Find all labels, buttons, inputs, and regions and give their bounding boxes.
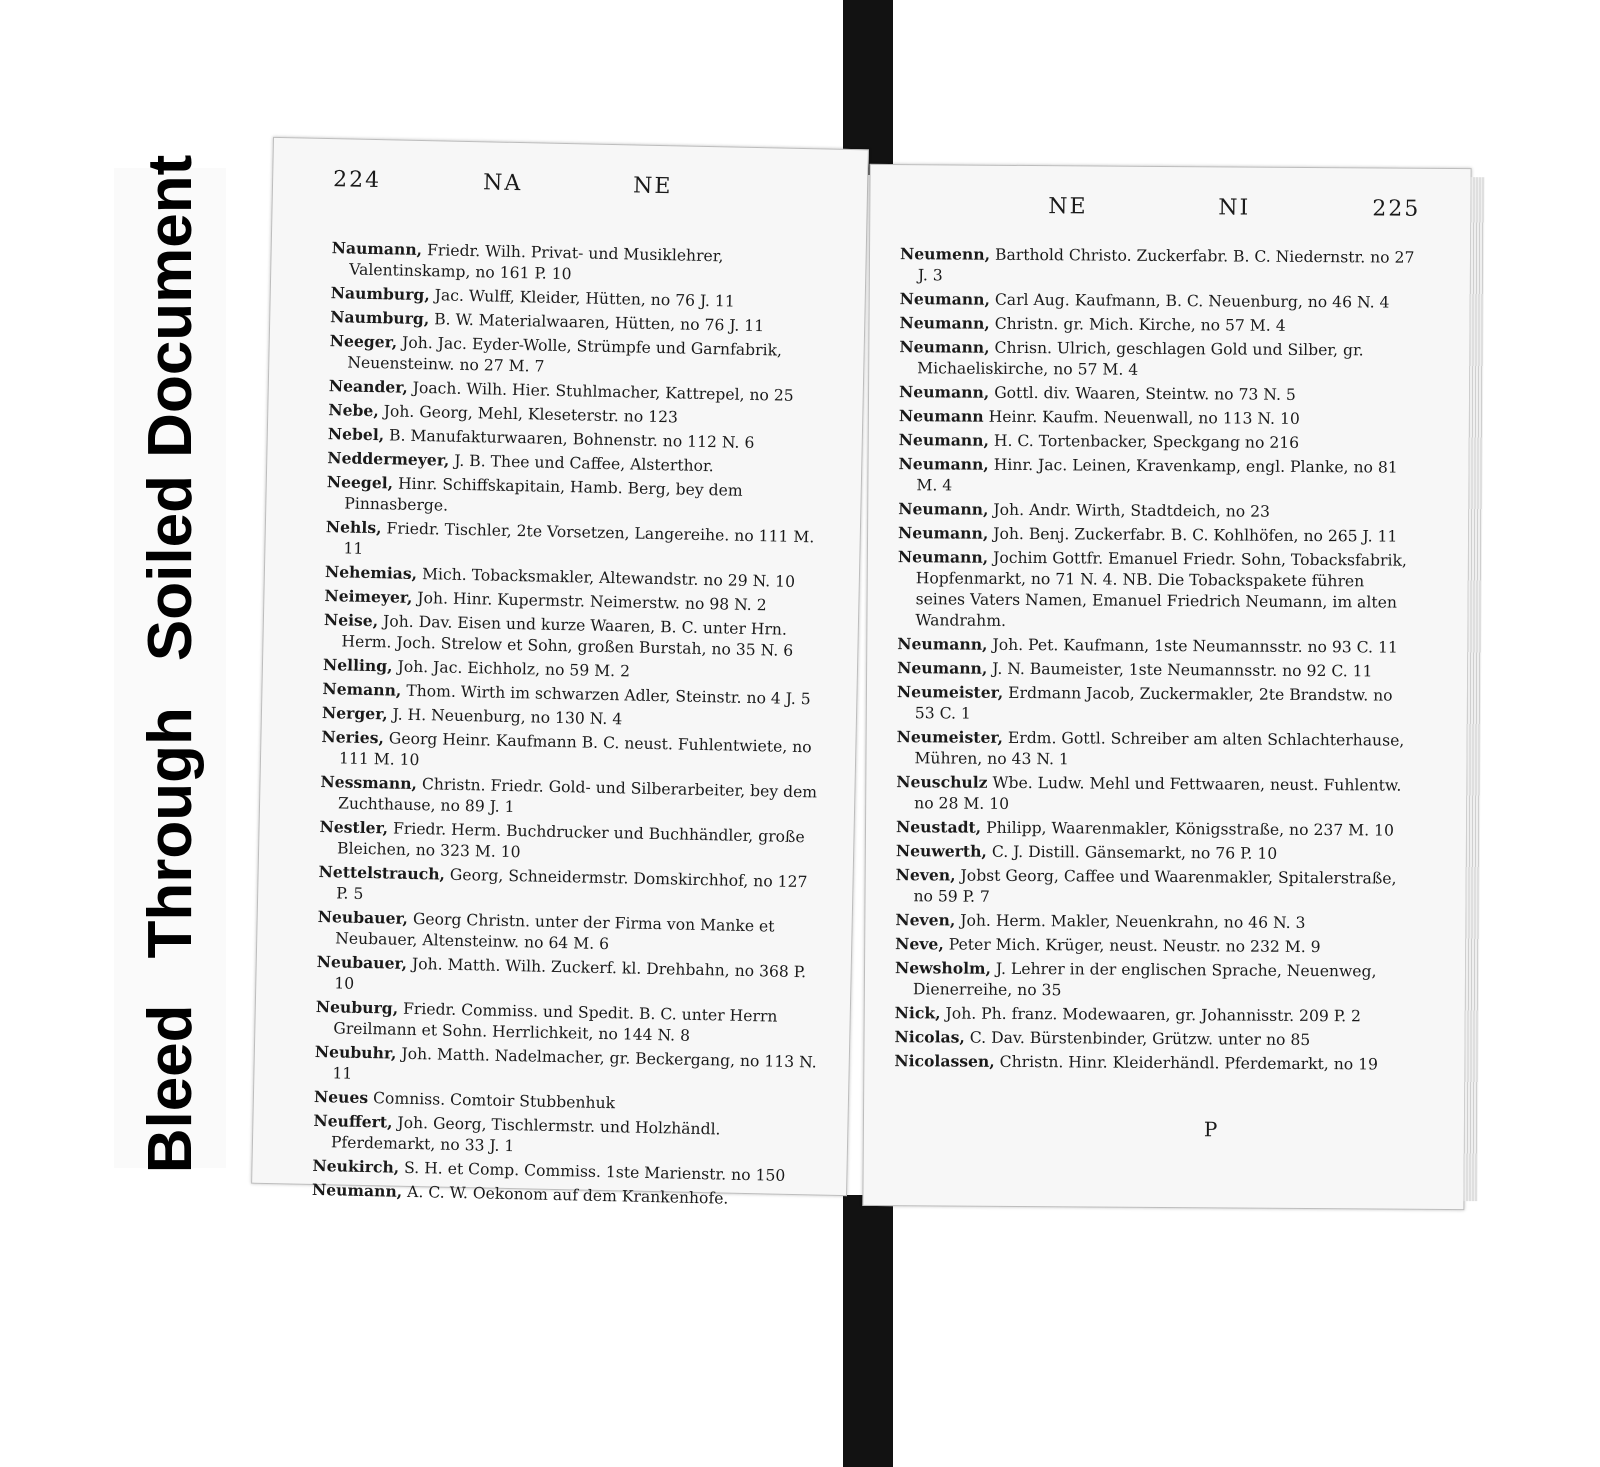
entry-details: Joh. Herm. Makler, Neuenkrahn, no 46 N. 3 <box>960 911 1306 932</box>
entry-surname: Nicolassen, <box>894 1051 995 1071</box>
left-page-header <box>332 167 839 228</box>
entry-surname: Neumann, <box>898 454 989 474</box>
entry-details: Chrisn. Ulrich, geschlagen Gold und Silber, gr. Michaeliskirche, no 57 M. 4 <box>917 338 1364 379</box>
entry-surname: Neumann, <box>897 658 988 678</box>
entry-details: J. B. Thee und Caffee, Alsterthor. <box>454 451 714 476</box>
entry-details: Friedr. Wilh. Privat- und Musiklehrer, Valentinskamp, no 161 P. 10 <box>349 241 724 284</box>
directory-entry <box>894 1026 1412 1052</box>
entry-details: Hinr. Jac. Leinen, Kravenkamp, engl. Planke, no 81 M. 4 <box>916 455 1398 495</box>
spine-strip-bottom <box>843 1195 893 1467</box>
entry-surname: Neubauer, <box>316 951 408 973</box>
entry-surname: Neumann <box>898 406 984 426</box>
entry-details: H. C. Tortenbacker, Speckgang no 216 <box>993 431 1300 452</box>
entry-surname: Neues <box>313 1086 369 1108</box>
entry-details: J. N. Baumeister, 1ste Neumannsstr. no 92 C. 11 <box>992 659 1373 681</box>
entry-details: Philipp, Waarenmakler, Königsstraße, no 237 M. 10 <box>986 818 1394 840</box>
directory-entry <box>898 453 1416 500</box>
directory-entry <box>898 522 1416 548</box>
directory-entry <box>318 861 823 915</box>
directory-entry <box>313 1110 818 1164</box>
directory-entry <box>899 405 1417 431</box>
entry-surname: Neander, <box>328 376 408 397</box>
directory-entry <box>315 996 820 1050</box>
entry-surname: Newsholm, <box>894 958 992 978</box>
entry-surname: Nehemias, <box>324 562 418 583</box>
entry-surname: Neustadt, <box>895 817 982 837</box>
directory-entry <box>895 864 1413 911</box>
right-page-number: 225 <box>1372 196 1421 222</box>
directory-entry <box>897 546 1416 635</box>
entry-details: Joh. Benj. Zuckerfabr. B. C. Kohlhöfen, no 265 J. 11 <box>993 524 1398 546</box>
entry-surname: Neuschulz <box>896 772 988 792</box>
right-page <box>862 164 1471 1210</box>
entry-details: B. W. Materialwaaren, Hütten, no 76 J. 11 <box>434 310 765 336</box>
directory-entry <box>331 237 836 291</box>
entry-surname: Neuffert, <box>313 1110 393 1132</box>
directory-entry <box>895 957 1413 1004</box>
directory-entry <box>894 1050 1412 1076</box>
entry-surname: Neumann, <box>311 1179 403 1201</box>
entry-details: Barthold Christo. Zuckerfabr. B. C. Niedernstr. no 27 J. 3 <box>917 245 1415 285</box>
entry-details: Joh. Georg, Tischlermstr. und Holzhändl. Pferdemarkt, no 33 J. 1 <box>330 1113 721 1156</box>
entry-surname: Nemann, <box>322 679 402 700</box>
side-label-word-2: Through <box>135 707 205 959</box>
entry-details: Jochim Gottfr. Emanuel Friedr. Sohn, Tobacksfabrik, Hopfenmarkt, no 71 N. 4. NB. Die Tobackspakete führen seines Vaters Namen, Emanuel Friedrich Neumann, im alten Wandrahm. <box>915 548 1407 630</box>
directory-entry <box>900 243 1418 290</box>
right-page-header <box>898 193 1420 247</box>
entry-surname: Nebe, <box>328 400 379 421</box>
directory-entry <box>899 429 1417 455</box>
entry-surname: Nessmann, <box>320 772 418 794</box>
directory-entry <box>896 771 1414 818</box>
directory-entry <box>896 816 1414 842</box>
entry-surname: Neddermeyer, <box>327 448 450 470</box>
entry-surname: Neuburg, <box>315 996 399 1018</box>
side-label-word-3: Soiled Document <box>135 154 205 662</box>
left-entry-list <box>312 237 836 1213</box>
entry-details: Joh. Jac. Eichholz, no 59 M. 2 <box>397 657 631 681</box>
directory-entry <box>897 657 1415 683</box>
directory-entry <box>896 726 1414 773</box>
entry-details: Friedr. Tischler, 2te Vorsetzen, Langereihe. no 111 M. 11 <box>343 519 815 558</box>
entry-surname: Nebel, <box>327 424 385 445</box>
directory-entry <box>896 840 1414 866</box>
entry-surname: Nicolas, <box>894 1027 965 1047</box>
entry-details: Jobst Georg, Caffee und Waarenmakler, Spitalerstraße, no 59 P. 7 <box>913 866 1397 906</box>
entry-details: C. Dav. Bürstenbinder, Grützw. unter no 85 <box>969 1028 1311 1050</box>
directory-entry <box>895 909 1413 935</box>
entry-details: Joh. Georg, Mehl, Kleseterstr. no 123 <box>383 402 679 427</box>
left-page <box>251 137 869 1208</box>
entry-surname: Neubuhr, <box>314 1041 397 1063</box>
entry-surname: Neven, <box>895 865 956 885</box>
directory-entry <box>319 816 824 870</box>
entry-surname: Nettelstrauch, <box>318 861 446 884</box>
entry-details: Joh. Hinr. Kupermstr. Neimerstw. no 98 N. 2 <box>417 589 767 615</box>
entry-details: C. J. Distill. Gänsemarkt, no 76 P. 10 <box>991 842 1278 863</box>
entry-details: Hinr. Schiffskapitain, Hamb. Berg, bey dem Pinnasberge. <box>344 474 743 515</box>
directory-entry <box>323 609 828 663</box>
entry-surname: Neumann, <box>899 289 991 309</box>
directory-entry <box>899 381 1417 407</box>
entry-surname: Neumann, <box>899 337 990 357</box>
directory-entry <box>320 771 825 825</box>
directory-entry <box>900 288 1418 314</box>
entry-details: Mich. Tobacksmakler, Altewandstr. no 29 N. 10 <box>421 565 796 591</box>
entry-surname: Neumeister, <box>896 727 1003 747</box>
entry-surname: Neries, <box>321 727 385 748</box>
entry-details: Joach. Wilh. Hier. Stuhlmacher, Kattrepel, no 25 <box>412 378 794 405</box>
entry-surname: Neven, <box>895 910 956 930</box>
entry-details: Friedr. Herm. Buchdrucker und Buchhändler, große Bleichen, no 323 M. 10 <box>336 819 805 862</box>
entry-surname: Neumann, <box>897 634 988 654</box>
entry-surname: Neumann, <box>898 523 989 543</box>
directory-entry <box>899 312 1417 338</box>
side-label-word-1: Bleed <box>135 1004 205 1174</box>
entry-details: Thom. Wirth im schwarzen Adler, Steinstr. no 4 J. 5 <box>406 681 811 709</box>
entry-details: Comniss. Comtoir Stubbenhuk <box>372 1089 616 1113</box>
entry-surname: Neise, <box>323 610 379 631</box>
entry-surname: Neukirch, <box>312 1155 400 1177</box>
directory-entry <box>895 1002 1413 1028</box>
entry-details: Georg, Schneidermstr. Domskirchhof, no 127 P. 5 <box>336 865 808 903</box>
entry-surname: Naumburg, <box>330 283 430 305</box>
directory-entry <box>898 498 1416 524</box>
entry-surname: Neumann, <box>898 382 990 402</box>
entry-details: Joh. Jac. Eyder-Wolle, Strümpfe und Garnfabrik, Neuensteinw. no 27 M. 7 <box>347 333 783 376</box>
entry-surname: Neumenn, <box>899 244 991 264</box>
entry-surname: Neumann, <box>897 547 989 567</box>
entry-surname: Neegel, <box>326 472 394 493</box>
entry-details: Friedr. Commiss. und Spedit. B. C. unter Herrn Greilmann et Sohn. Herrlichkeit, no 144 N. 8 <box>333 999 778 1045</box>
entry-details: Joh. Matth. Wilh. Zuckerf. kl. Drehbahn, no 368 P. 10 <box>334 954 807 993</box>
entry-details: Joh. Matth. Nadelmacher, gr. Beckergang, no 113 N. 11 <box>332 1044 817 1083</box>
directory-entry <box>895 933 1413 959</box>
entry-details: Erdm. Gottl. Schreiber am alten Schlachterhause, Mühren, no 43 N. 1 <box>914 728 1405 769</box>
entry-surname: Neumann, <box>898 499 989 519</box>
directory-entry <box>314 1041 819 1095</box>
entry-surname: Neumann, <box>898 430 990 450</box>
entry-details: Joh. Pet. Kaufmann, 1ste Neumannsstr. no 93 C. 11 <box>992 635 1398 657</box>
entry-details: Carl Aug. Kaufmann, B. C. Neuenburg, no 46 N. 4 <box>994 290 1390 312</box>
entry-details: S. H. et Comp. Commiss. 1ste Marienstr. no 150 <box>403 1158 786 1185</box>
entry-surname: Nerger, <box>321 703 388 724</box>
right-header-letters-2: NI <box>1218 195 1251 221</box>
entry-details: A. C. W. Oekonom auf dem Krankenhofe. <box>406 1182 729 1208</box>
entry-details: Wbe. Ludw. Mehl und Fettwaaren, neust. Fuhlentw. no 28 M. 10 <box>914 773 1402 813</box>
directory-entry <box>321 726 826 780</box>
entry-details: Erdmann Jacob, Zuckermakler, 2te Brandstw. no 53 C. 1 <box>914 683 1393 723</box>
entry-details: Joh. Ph. franz. Modewaaren, gr. Johannisstr. 209 P. 2 <box>945 1004 1362 1026</box>
directory-entry <box>325 516 830 570</box>
entry-surname: Neimeyer, <box>324 586 413 607</box>
directory-entry <box>317 906 822 960</box>
side-label-text <box>125 154 215 1174</box>
directory-entry <box>326 471 831 525</box>
entry-details: Christn. Friedr. Gold- und Silberarbeiter, bey dem Zuchthause, no 89 J. 1 <box>337 775 818 817</box>
directory-entry <box>897 633 1415 659</box>
entry-details: J. Lehrer in der englischen Sprache, Neuenweg, Dienerreihe, no 35 <box>912 959 1377 1000</box>
entry-surname: Neuwerth, <box>895 841 987 861</box>
directory-entry <box>329 330 834 384</box>
entry-surname: Nick, <box>894 1003 941 1023</box>
entry-details: Georg Christn. unter der Firma von Manke et Neubauer, Altensteinw. no 64 M. 6 <box>335 909 775 954</box>
entry-surname: Neumeister, <box>896 682 1004 702</box>
directory-entry <box>897 681 1415 728</box>
entry-surname: Neumann, <box>899 313 990 333</box>
right-entry-list <box>894 243 1418 1078</box>
entry-surname: Neeger, <box>329 331 398 352</box>
entry-details: B. Manufakturwaaren, Bohnenstr. no 112 N. 6 <box>388 426 755 453</box>
signature-mark: P <box>1203 1117 1218 1142</box>
entry-surname: Naumburg, <box>330 307 430 329</box>
entry-surname: Nelling, <box>322 655 393 676</box>
entry-surname: Nestler, <box>319 817 389 838</box>
right-header-letters-1: NE <box>1048 194 1088 220</box>
directory-entry <box>316 951 821 1005</box>
left-header-letters-1: NA <box>482 170 523 197</box>
entry-surname: Neubauer, <box>317 906 409 928</box>
entry-details: Georg Heinr. Kaufmann B. C. neust. Fuhlentwiete, no 111 M. 10 <box>338 729 812 770</box>
entry-details: Jac. Wulff, Kleider, Hütten, no 76 J. 11 <box>434 286 735 311</box>
entry-details: Christn. gr. Mich. Kirche, no 57 M. 4 <box>994 314 1286 335</box>
entry-surname: Nehls, <box>325 517 382 538</box>
entry-surname: Neve, <box>895 934 944 954</box>
entry-details: Christn. Hinr. Kleiderhändl. Pferdemarkt, no 19 <box>999 1052 1379 1074</box>
entry-details: Joh. Dav. Eisen und kurze Waaren, B. C. unter Hrn. Herm. Joch. Strelow et Sohn, großen Burstah, no 35 N. 6 <box>341 612 794 660</box>
entry-details: Peter Mich. Krüger, neust. Neustr. no 232 M. 9 <box>948 935 1321 957</box>
left-header-letters-2: NE <box>632 173 673 200</box>
entry-details: J. H. Neuenburg, no 130 N. 4 <box>392 705 623 729</box>
entry-details: Gottl. div. Waaren, Steintw. no 73 N. 5 <box>994 383 1296 404</box>
entry-details: Heinr. Kaufm. Neuenwall, no 113 N. 10 <box>988 407 1300 428</box>
entry-surname: Naumann, <box>331 238 423 260</box>
directory-entry <box>899 336 1417 383</box>
entry-details: Joh. Andr. Wirth, Stadtdeich, no 23 <box>993 500 1271 521</box>
left-page-number: 224 <box>332 167 382 194</box>
